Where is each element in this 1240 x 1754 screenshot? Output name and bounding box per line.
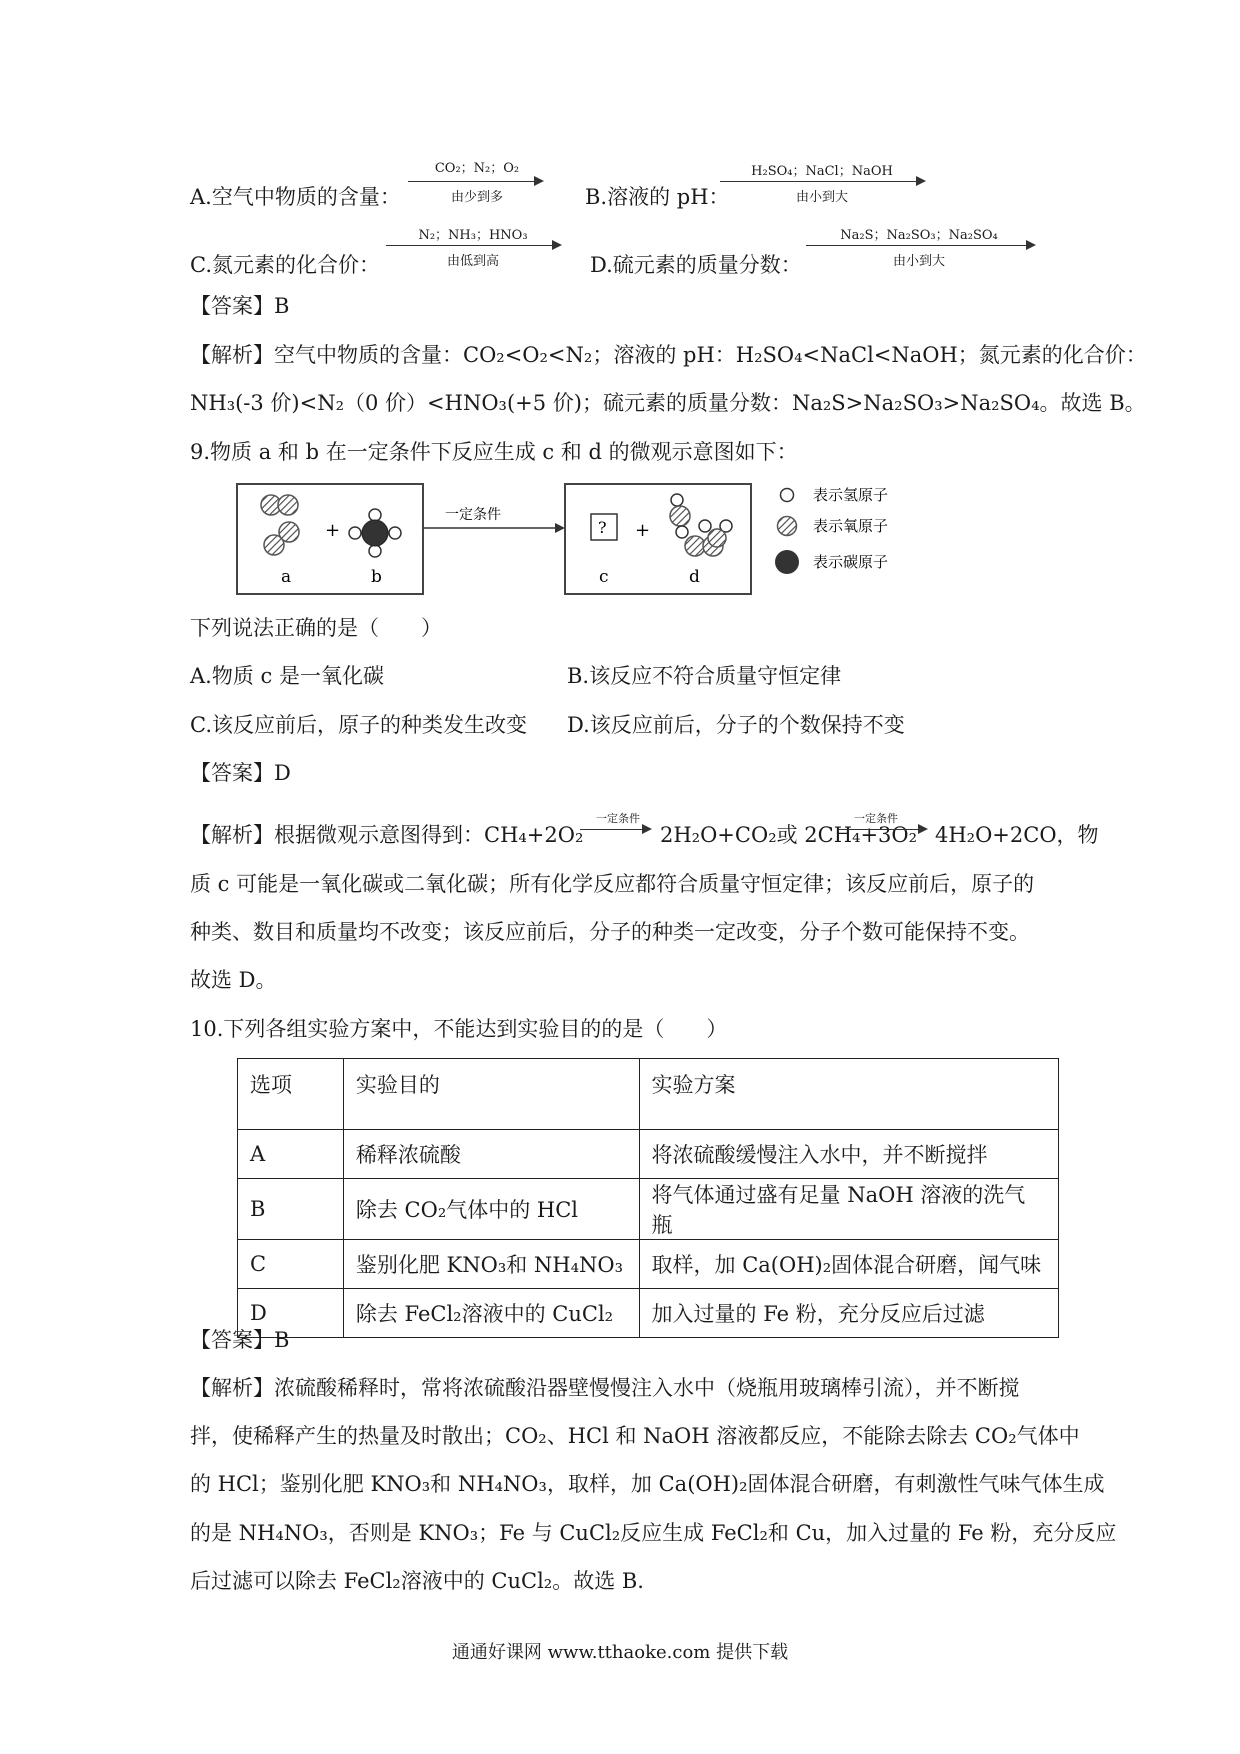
- label-d: d: [689, 567, 700, 587]
- q8-option-c-bottom: 由低到高: [446, 254, 499, 269]
- hydrogen-atom: [676, 526, 688, 538]
- q8-option-a-label: A.空气中物质的含量：: [190, 185, 401, 209]
- row-b-purpose: 除去 CO₂气体中的 HCl: [343, 1179, 639, 1240]
- q9-analysis-line-3: 故选 D。: [190, 968, 277, 992]
- q10-analysis-line-1: 【解析】浓硫酸稀释时，常将浓硫酸沿器壁慢慢注入水中（烧瓶用玻璃棒引流），并不断搅: [190, 1376, 1020, 1400]
- q9-eq-arrowhead-1: [642, 824, 652, 834]
- q8-option-b-bottom: 由小到大: [795, 190, 848, 205]
- row-c-purpose: 鉴别化肥 KNO₃和 NH₄NO₃: [343, 1240, 639, 1289]
- q8-option-d-arrow: [806, 245, 1028, 246]
- oxygen-atom: [278, 495, 298, 515]
- table-row: [238, 1130, 1059, 1179]
- oxygen-atom: [264, 535, 284, 555]
- q8-option-a-arrowhead: [534, 176, 544, 186]
- plus-sign-right: +: [635, 520, 651, 541]
- q8-option-d-top: Na₂S；Na₂SO₃；Na₂SO₄: [840, 228, 998, 243]
- q10-stem: 10.下列各组实验方案中，不能达到实验目的的是（ ）: [190, 1017, 728, 1041]
- q9-option-b: B.该反应不符合质量守恒定律: [567, 664, 842, 688]
- oxygen-atom: [685, 536, 705, 556]
- q10-table: [237, 1058, 1059, 1338]
- q9-eq-cond-2: 一定条件: [854, 812, 898, 825]
- q9-eq-cond-1: 一定条件: [596, 812, 640, 825]
- legend-hydrogen-label: 表示氢原子: [813, 486, 889, 504]
- legend-oxygen-label: 表示氧原子: [813, 517, 889, 535]
- q9-option-c: C.该反应前后，原子的种类发生改变: [190, 713, 527, 737]
- q8-answer: 【答案】B: [190, 294, 290, 318]
- header-plan: 实验方案: [639, 1059, 1058, 1130]
- q9-analysis-eq-left: 【解析】根据微观示意图得到：CH₄+2O₂: [190, 823, 584, 847]
- row-b-option: B: [238, 1179, 344, 1240]
- row-c-option: C: [238, 1240, 344, 1289]
- hydrogen-atom: [349, 527, 361, 539]
- q9-analysis-eq-right: 4H₂O+2CO，物: [935, 823, 1099, 847]
- reaction-condition: 一定条件: [445, 507, 501, 523]
- oxygen-atom: [670, 506, 690, 526]
- q8-option-d-bottom: 由小到大: [892, 254, 945, 269]
- q8-option-d-label: D.硫元素的质量分数：: [590, 253, 802, 277]
- q10-analysis-line-4: 的是 NH₄NO₃，否则是 KNO₃；Fe 与 CuCl₂反应生成 FeCl₂和 Cu，加入过量的 Fe 粉，充分反应: [190, 1521, 1117, 1545]
- row-d-plan: 加入过量的 Fe 粉，充分反应后过滤: [639, 1289, 1058, 1338]
- q9-molecule-diagram: [235, 478, 935, 600]
- legend-hydrogen-icon: [781, 489, 794, 502]
- table-header-row: [238, 1059, 1059, 1130]
- q8-option-c-arrowhead: [552, 240, 562, 250]
- q9-eq-arrow-2: [838, 829, 920, 830]
- hydrogen-atom: [369, 509, 381, 521]
- q9-eq-arrowhead-2: [918, 824, 928, 834]
- page-footer: 通通好课网 www.tthaoke.com 提供下载: [451, 1642, 789, 1663]
- q8-option-c-arrow: [386, 245, 554, 246]
- legend-carbon-icon: [775, 550, 799, 574]
- row-d-option: D: [238, 1289, 344, 1338]
- q8-option-c-top: N₂；NH₃；HNO₃: [418, 228, 528, 243]
- plus-sign: +: [325, 520, 341, 541]
- hydrogen-atom: [389, 527, 401, 539]
- q9-analysis-line-1: 质 c 可能是一氧化碳或二氧化碳；所有化学反应都符合质量守恒定律；该反应前后，原子的: [190, 872, 1035, 896]
- q8-option-a-top: CO₂；N₂；O₂: [434, 161, 520, 176]
- q8-analysis-line-1: 【解析】空气中物质的含量：CO₂<O₂<N₂；溶液的 pH：H₂SO₄<NaCl<NaOH；氮元素的化合价：: [190, 343, 1147, 367]
- q10-analysis-line-3: 的 HCl；鉴别化肥 KNO₃和 NH₄NO₃，取样，加 Ca(OH)₂固体混合研磨，有刺激性气味气体生成: [190, 1472, 1105, 1496]
- hydrogen-atom: [699, 520, 711, 532]
- table-row: [238, 1240, 1059, 1289]
- reaction-arrowhead: [555, 523, 565, 533]
- q8-option-d-arrowhead: [1026, 240, 1036, 250]
- q9-eq-arrow-1: [580, 829, 644, 830]
- hydrogen-atom: [369, 545, 381, 557]
- q10-analysis-line-2: 拌，使稀释产生的热量及时散出；CO₂、HCl 和 NaOH 溶液都反应，不能除去除去 CO₂气体中: [190, 1424, 1080, 1448]
- q8-option-b-arrowhead: [916, 176, 926, 186]
- legend-carbon-label: 表示碳原子: [813, 553, 889, 571]
- q8-option-a-arrow: [408, 181, 536, 182]
- q8-option-a-bottom: 由少到多: [450, 190, 503, 205]
- q9-question: 下列说法正确的是（ ）: [190, 616, 442, 640]
- row-a-plan: 将浓硫酸缓慢注入水中，并不断搅拌: [639, 1130, 1058, 1179]
- q10-answer: 【答案】B: [190, 1328, 290, 1352]
- hydrogen-atom: [671, 494, 683, 506]
- row-a-purpose: 稀释浓硫酸: [343, 1130, 639, 1179]
- header-purpose: 实验目的: [343, 1059, 639, 1130]
- table-row: [238, 1179, 1059, 1240]
- q9-analysis-line-2: 种类、数目和质量均不改变；该反应前后，分子的种类一定改变，分子个数可能保持不变。: [190, 920, 1030, 944]
- table-row: [238, 1289, 1059, 1338]
- row-b-plan: 将气体通过盛有足量 NaOH 溶液的洗气瓶: [639, 1179, 1058, 1240]
- q8-option-b-arrow: [720, 181, 918, 182]
- q8-option-b-top: H₂SO₄；NaCl；NaOH: [751, 164, 893, 179]
- q9-stem: 9.物质 a 和 b 在一定条件下反应生成 c 和 d 的微观示意图如下：: [190, 440, 798, 464]
- q8-analysis-line-2: NH₃(-3 价)<N₂（0 价）<HNO₃(+5 价)；硫元素的质量分数：Na₂S>Na₂SO₃>Na₂SO₄。故选 B。: [190, 391, 1146, 415]
- carbon-atom: [362, 520, 388, 546]
- legend-oxygen-icon: [778, 517, 797, 536]
- label-a: a: [281, 567, 292, 587]
- row-d-purpose: 除去 FeCl₂溶液中的 CuCl₂: [343, 1289, 639, 1338]
- q9-answer: 【答案】D: [190, 761, 291, 785]
- q10-analysis-line-5: 后过滤可以除去 FeCl₂溶液中的 CuCl₂。故选 B.: [190, 1569, 644, 1593]
- label-b: b: [371, 567, 382, 587]
- row-c-plan: 取样，加 Ca(OH)₂固体混合研磨，闻气味: [639, 1240, 1058, 1289]
- unknown-symbol: ?: [598, 518, 607, 537]
- oxygen-atom: [708, 529, 726, 547]
- row-a-option: A: [238, 1130, 344, 1179]
- q8-option-c-label: C.氮元素的化合价：: [190, 253, 380, 277]
- q9-option-a: A.物质 c 是一氧化碳: [190, 664, 384, 688]
- header-option: 选项: [238, 1059, 344, 1130]
- q9-option-d: D.该反应前后，分子的个数保持不变: [567, 713, 905, 737]
- label-c: c: [599, 567, 609, 587]
- q9-analysis-eq-mid: 2H₂O+CO₂或 2CH₄+3O₂: [660, 823, 918, 847]
- q8-option-b-label: B.溶液的 pH：: [585, 185, 730, 209]
